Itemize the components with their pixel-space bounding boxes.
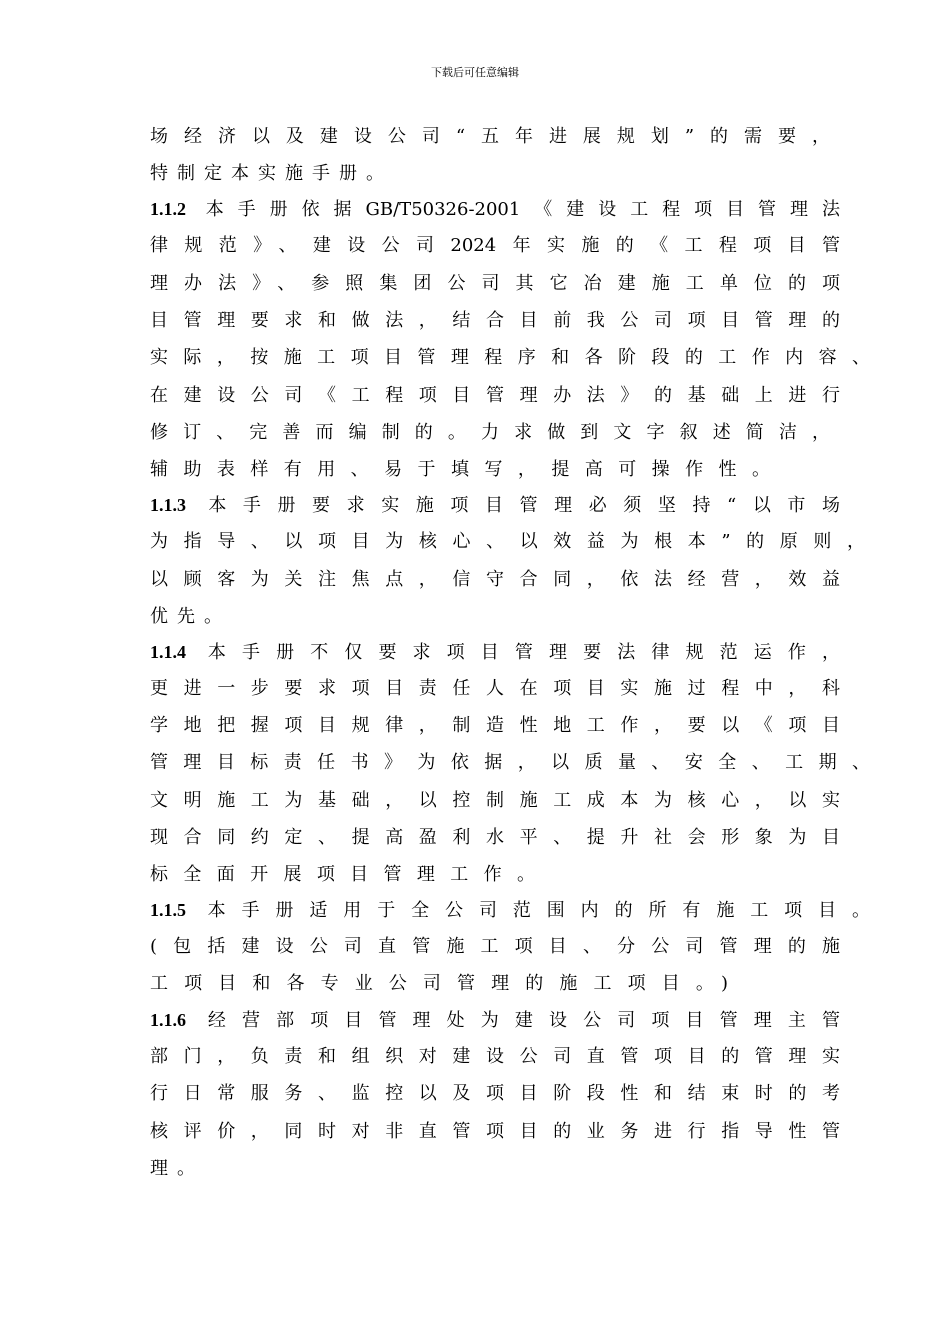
section-1-1-6-line: 1.1.6 经营部项目管理处为建设公司项目管理主管 <box>150 1010 840 1031</box>
section-number: 1.1.5 <box>150 900 186 920</box>
section-number: 1.1.6 <box>150 1010 186 1030</box>
paragraph-line: 场经济以及建设公司“五年进展规划”的需要， <box>150 126 830 147</box>
paragraph-line: 特制定本实施手册。 <box>150 163 393 184</box>
section-number: 1.1.3 <box>150 495 186 515</box>
paragraph-line: (包括建设公司直管施工项目、分公司管理的施 <box>150 936 840 957</box>
paragraph-line: 律规范》、建设公司2024年实施的《工程项目管 <box>150 235 840 256</box>
page-header: 下载后可任意编辑 <box>431 66 519 79</box>
paragraph-line: 现合同约定、提高盈利水平、提升社会形象为目 <box>150 827 840 848</box>
paragraph-line: 更进一步要求项目责任人在项目实施过程中，科 <box>150 678 840 699</box>
section-1-1-4-line: 1.1.4 本手册不仅要求项目管理要法律规范运作， <box>150 642 840 663</box>
paragraph-line: 目管理要求和做法，结合目前我公司项目管理的 <box>150 310 840 331</box>
paragraph-line: 辅助表样有用、易于填写，提高可操作性。 <box>150 459 770 480</box>
section-number: 1.1.2 <box>150 199 186 219</box>
section-1-1-3-line: 1.1.3 本手册要求实施项目管理必须坚持“以市场 <box>150 495 840 516</box>
paragraph-line: 管理目标责任书》为依据，以质量、安全、工期、 <box>150 752 870 773</box>
paragraph-line: 在建设公司《工程项目管理办法》的基础上进行 <box>150 385 840 406</box>
section-1-1-2-line: 1.1.2 本手册依据GB/T50326-2001《建设工程项目管理法 <box>150 199 840 220</box>
paragraph-line: 核评价，同时对非直管项目的业务进行指导性管 <box>150 1121 840 1142</box>
paragraph-line: 实际，按施工项目管理程序和各阶段的工作内容、 <box>150 347 870 368</box>
paragraph-line: 部门，负责和组织对建设公司直管项目的管理实 <box>150 1046 840 1067</box>
section-number: 1.1.4 <box>150 642 186 662</box>
paragraph-line: 工项目和各专业公司管理的施工项目。) <box>150 973 728 994</box>
paragraph-line: 行日常服务、监控以及项目阶段性和结束时的考 <box>150 1083 840 1104</box>
paragraph-line: 为指导、以项目为核心、以效益为根本”的原则， <box>150 531 865 552</box>
paragraph-line: 学地把握项目规律，制造性地工作，要以《项目 <box>150 715 840 736</box>
paragraph-line: 优先。 <box>150 606 231 627</box>
paragraph-line: 标全面开展项目管理工作。 <box>150 864 535 885</box>
section-1-1-5-line: 1.1.5 本手册适用于全公司范围内的所有施工项目。 <box>150 900 870 921</box>
paragraph-line: 理办法》、参照集团公司其它冶建施工单位的项 <box>150 273 840 294</box>
paragraph-line: 以顾客为关注焦点，信守合同，依法经营，效益 <box>150 569 840 590</box>
paragraph-line: 文明施工为基础，以控制施工成本为核心，以实 <box>150 790 840 811</box>
paragraph-line: 理。 <box>150 1158 204 1179</box>
paragraph-line: 修订、完善而编制的。力求做到文字叙述简洁， <box>150 422 830 443</box>
